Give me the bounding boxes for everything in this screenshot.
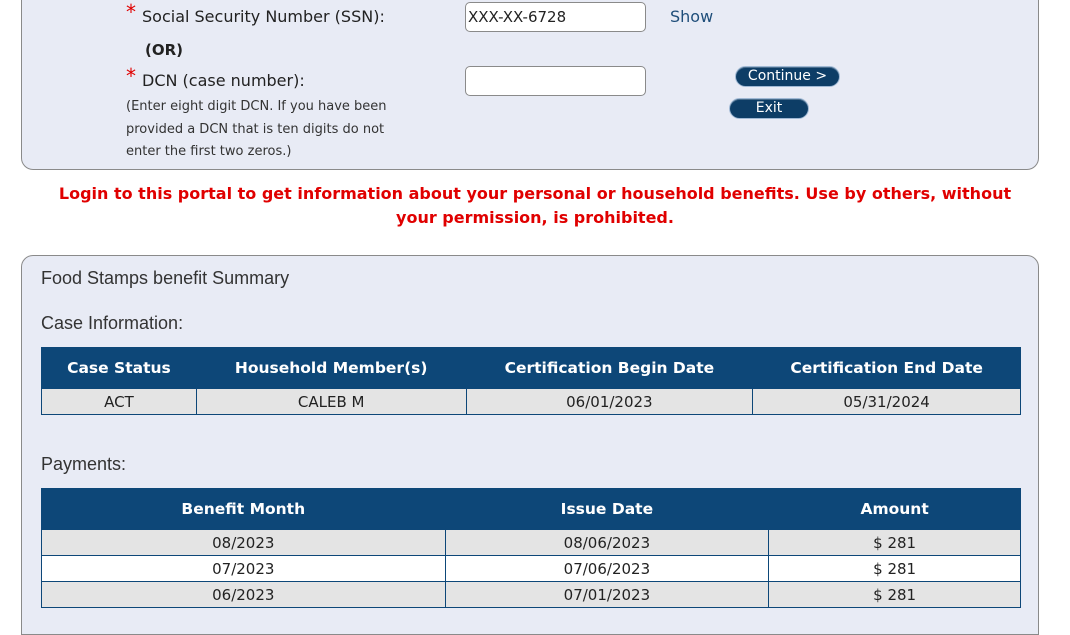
table-row	[42, 556, 1021, 582]
ssn-input[interactable]	[465, 2, 646, 32]
show-ssn-link[interactable]: Show	[670, 7, 714, 26]
issue-date-cell: 08/06/2023	[445, 530, 769, 556]
case-information-table	[41, 347, 1021, 415]
amount-cell: $ 281	[769, 556, 1021, 582]
case-status-cell: ACT	[42, 389, 197, 415]
table-row	[42, 582, 1021, 608]
exit-button[interactable]: Exit	[729, 98, 809, 119]
benefit-summary-panel	[21, 255, 1039, 635]
issue-date-cell: 07/01/2023	[445, 582, 769, 608]
payments-table	[41, 488, 1021, 608]
issue-date-cell: 07/06/2023	[445, 556, 769, 582]
benefit-month-cell: 06/2023	[42, 582, 446, 608]
amount-cell: $ 281	[769, 530, 1021, 556]
login-panel	[21, 0, 1039, 170]
column-header: Amount	[769, 489, 1021, 530]
payments-heading: Payments:	[41, 454, 127, 474]
or-separator: (OR)	[145, 41, 184, 59]
ssn-label: * Social Security Number (SSN):	[126, 0, 385, 26]
continue-button[interactable]: Continue >	[735, 66, 840, 87]
column-header: Benefit Month	[42, 489, 446, 530]
amount-cell: $ 281	[769, 582, 1021, 608]
case-information-heading: Case Information:	[41, 313, 184, 333]
benefit-month-cell: 08/2023	[42, 530, 446, 556]
column-header: Certification Begin Date	[466, 348, 753, 389]
usage-warning: Login to this portal to get information about your personal or household benefits. Use by others, without your permission, is prohibited.	[58, 184, 1012, 227]
dcn-label: * DCN (case number):	[126, 64, 305, 90]
cert-end-date-cell: 05/31/2024	[753, 389, 1021, 415]
column-header: Certification End Date	[753, 348, 1021, 389]
column-header: Issue Date	[445, 489, 769, 530]
column-header: Case Status	[42, 348, 197, 389]
summary-title: Food Stamps benefit Summary	[41, 268, 290, 288]
required-marker: *	[126, 0, 136, 24]
table-row	[42, 389, 1021, 415]
dcn-input[interactable]	[465, 66, 646, 96]
benefit-month-cell: 07/2023	[42, 556, 446, 582]
table-row	[42, 530, 1021, 556]
required-marker: *	[126, 64, 136, 88]
column-header: Household Member(s)	[196, 348, 466, 389]
cert-begin-date-cell: 06/01/2023	[466, 389, 753, 415]
dcn-hint: (Enter eight digit DCN. If you have been provided a DCN that is ten digits do not enter the first two zeros.)	[126, 99, 387, 159]
household-member-cell: CALEB M	[196, 389, 466, 415]
